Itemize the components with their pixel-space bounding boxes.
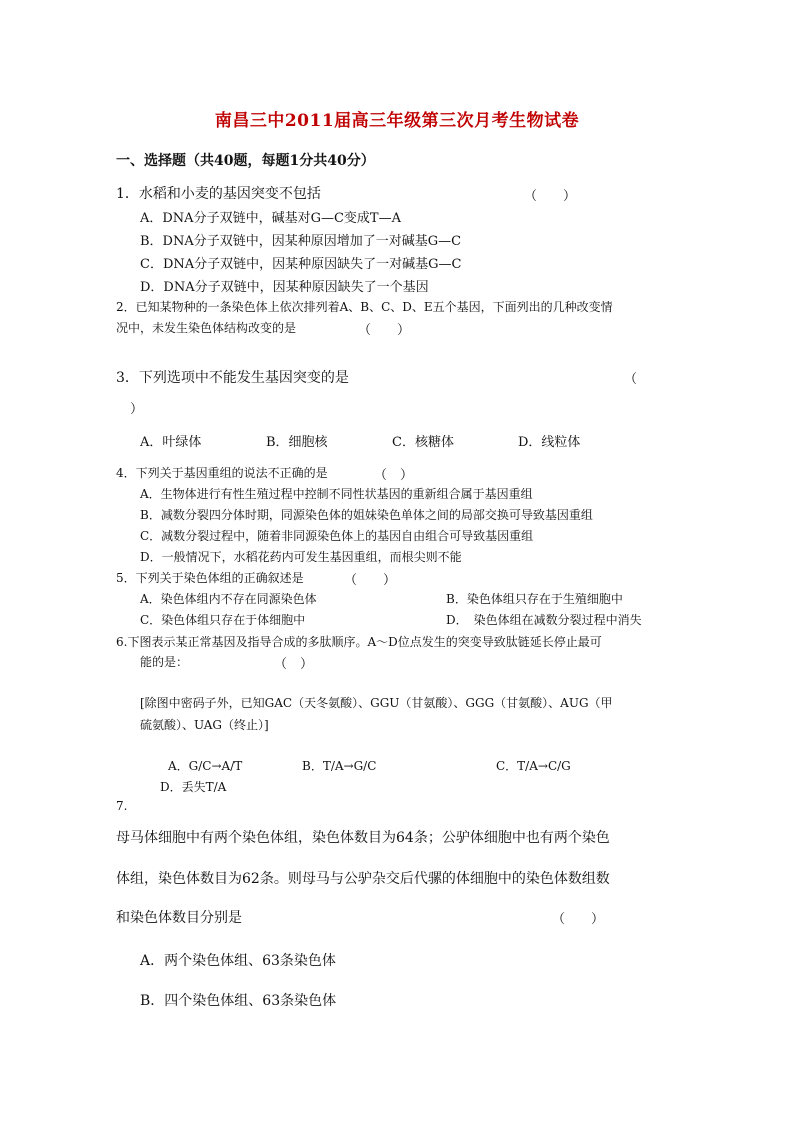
question-4-stem: 4．下列关于基因重组的说法不正确的是 — [116, 466, 328, 480]
question-2-blank: （ ） — [358, 323, 411, 338]
question-4-blank: （ ） — [374, 468, 414, 483]
question-6-option-b: B．T/A→G/C — [302, 759, 377, 773]
question-4-option-d: D．一般情况下，水稻花药内可发生基因重组，而根尖则不能 — [140, 550, 462, 564]
question-3-blank-close: ） — [130, 402, 144, 417]
question-3-blank-open: （ — [624, 372, 638, 387]
question-3-option-c: C．核糖体 — [392, 435, 454, 450]
question-3-option-b: B．细胞核 — [266, 435, 328, 450]
question-1-option-d: D．DNA分子双链中，因某种原因缺失了一个基因 — [140, 280, 429, 295]
question-7-line-2: 体组，染色体数目为62条。则母马与公驴杂交后代骡的体细胞中的染色体数组数 — [116, 871, 610, 887]
question-1-option-c: C．DNA分子双链中，因某种原因缺失了一对碱基G—C — [140, 257, 462, 272]
question-5-option-a: A．染色体组内不存在同源染色体 — [140, 592, 317, 606]
question-5-option-c: C．染色体组只存在于体细胞中 — [140, 613, 306, 627]
question-6-option-d: D．丢失T/A — [160, 780, 227, 794]
question-1-option-a: A．DNA分子双链中，碱基对G—C变成T—A — [140, 211, 401, 226]
question-5-option-d: D． 染色体组在减数分裂过程中消失 — [446, 613, 642, 627]
question-4-option-c: C．减数分裂过程中，随着非同源染色体上的基因自由组合可导致基因重组 — [140, 529, 534, 543]
exam-title: 南昌三中2011届高三年级第三次月考生物试卷 — [214, 111, 580, 131]
question-7-option-a: A．两个染色体组、63条染色体 — [140, 953, 336, 969]
question-3-stem: 3．下列选项中不能发生基因突变的是 — [116, 370, 349, 386]
question-6-blank: （ ） — [274, 657, 314, 672]
question-2-line-1: 2．已知某物种的一条染色体上依次排列着A、B、C、D、E五个基因，下面列出的几种改变情 — [116, 300, 613, 314]
question-4-option-b: B．减数分裂四分体时期，同源染色体的姐妹染色单体之间的局部交换可导致基因重组 — [140, 508, 593, 522]
question-3-option-a: A．叶绿体 — [140, 435, 202, 450]
question-2-line-2: 况中，未发生染色体结构改变的是 — [116, 321, 297, 335]
question-7-blank: （ ） — [552, 912, 605, 927]
question-4-option-a: A．生物体进行有性生殖过程中控制不同性状基因的重新组合属于基因重组 — [140, 487, 533, 501]
question-6-option-c: C．T/A→C/G — [496, 759, 571, 773]
question-6-note-line-2: 硫氨酸）、UAG（终止）] — [140, 718, 269, 732]
question-6-line-1: 6.下图表示某正常基因及指导合成的多肽顺序。A～D位点发生的突变导致肽链延长停止最可 — [116, 635, 602, 649]
question-5-stem: 5．下列关于染色体组的正确叙述是 — [116, 571, 304, 585]
question-7-line-3: 和染色体数目分别是 — [116, 910, 242, 926]
question-7-option-b: B．四个染色体组、63条染色体 — [140, 993, 337, 1009]
question-1-stem: 1．水稻和小麦的基因突变不包括 — [116, 186, 321, 202]
question-6-note-line-1: [除图中密码子外，已知GAC（天冬氨酸）、GGU（甘氨酸）、GGG（甘氨酸）、AUG（甲 — [140, 696, 613, 710]
question-7-number: 7. — [116, 799, 128, 813]
question-1-option-b: B．DNA分子双链中，因某种原因增加了一对碱基G—C — [140, 234, 462, 249]
question-6-line-2: 能的是： — [140, 655, 189, 669]
question-6-option-a: A．G/C→A/T — [168, 759, 243, 773]
question-5-option-b: B．染色体组只存在于生殖细胞中 — [446, 592, 623, 606]
question-3-option-d: D．线粒体 — [518, 435, 581, 450]
question-7-line-1: 母马体细胞中有两个染色体组，染色体数目为64条；公驴体细胞中也有两个染色 — [116, 830, 610, 846]
question-5-blank: （ ） — [344, 573, 397, 588]
section-heading: 一、选择题（共40题，每题1分共40分） — [116, 153, 375, 169]
question-1-blank: （ ） — [524, 189, 577, 204]
